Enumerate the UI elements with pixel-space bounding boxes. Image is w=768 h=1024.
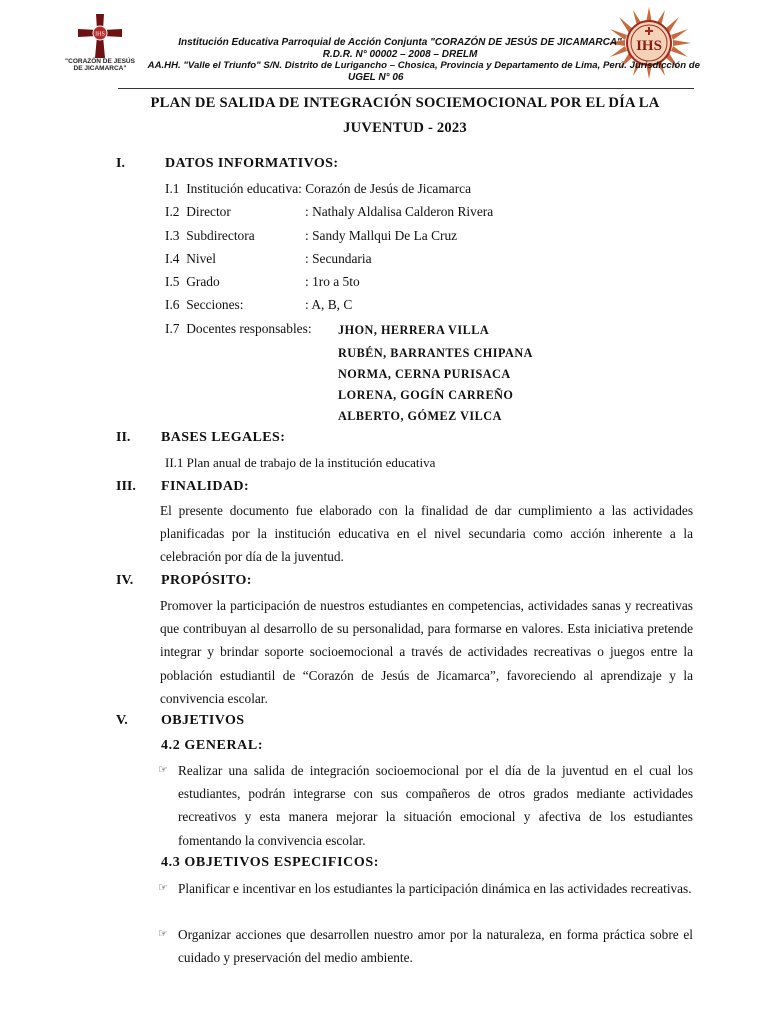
- pointing-hand-icon: ☞: [158, 882, 168, 894]
- info-row-director: I.2 Director: [165, 204, 231, 219]
- teacher-name: ALBERTO, GÓMEZ VILCA: [338, 409, 502, 423]
- document-title: [90, 91, 720, 141]
- info-row-level: I.4 Nivel: [165, 251, 216, 266]
- header-resolution: R.D.R. N° 00002 – 2008 – DRELM: [322, 48, 478, 60]
- info-row-institution: I.1 Institución educativa: Corazón de Jesús de Jicamarca: [165, 181, 472, 196]
- proposal-paragraph: Promover la participación de nuestros estudiantes en competencias, actividades sanas y recreativas que contribuyan al desarrollo de su personalidad, para formarse en valores. Esta iniciativa pretende integrar y brindar soporte socioemocional a través de actividades recreativas o juegos entre la población estudiantil de “Corazón de Jesús de Jicamarca”, favoreciendo al aprendizaje y la convivencia escolar.: [160, 598, 693, 706]
- section-1-title: DATOS INFORMATIVOS:: [165, 156, 339, 171]
- info-row-teachers: I.7 Docentes responsables:: [165, 321, 312, 336]
- info-value-sections: : A, B, C: [305, 297, 353, 312]
- info-value-director: : Nathaly Aldalisa Calderon Rivera: [305, 204, 494, 219]
- teacher-name: RUBÉN, BARRANTES CHIPANA: [338, 346, 533, 360]
- svg-text:IHS: IHS: [636, 38, 662, 54]
- section-4-title: PROPÓSITO:: [161, 573, 252, 588]
- section-3-title: FINALIDAD:: [161, 479, 249, 494]
- legal-basis-item: II.1 Plan anual de trabajo de la institución educativa: [165, 455, 436, 470]
- header-ugel: UGEL N° 06: [348, 71, 404, 83]
- info-value-level: : Secundaria: [305, 251, 372, 266]
- title-line-2: JUVENTUD - 2023: [343, 120, 467, 136]
- info-row-subdirector: I.3 Subdirectora: [165, 228, 255, 243]
- specific-objective-item: Planificar e incentivar en los estudiantes la participación dinámica en las actividades recreativas.: [178, 881, 692, 896]
- info-value-subdirector: : Sandy Mallqui De La Cruz: [305, 228, 458, 243]
- svg-text:IHS: IHS: [95, 31, 105, 38]
- section-1-number: I.: [116, 156, 125, 171]
- teacher-name: JHON, HERRERA VILLA: [338, 323, 490, 337]
- section-5-title: OBJETIVOS: [161, 713, 245, 728]
- info-value-grade: : 1ro a 5to: [305, 274, 360, 289]
- header-institution-name: Institución Educativa Parroquial de Acción Conjunta "CORAZÓN DE JESÚS DE JICAMARCA": [178, 37, 622, 48]
- title-line-1: PLAN DE SALIDA DE INTEGRACIÓN SOCIEMOCIONAL POR EL DÍA LA: [150, 95, 660, 111]
- purpose-paragraph: El presente documento fue elaborado con la finalidad de dar cumplimiento a las actividades planificadas por la institución educativa en el nivel secundaria como acción inherente a la celebración por día de la juventud.: [160, 503, 693, 565]
- specific-objective-item: Organizar acciones que desarrollen nuestro amor por la naturaleza, en forma práctica sobre el cuidado y preservación del medio ambiente.: [178, 927, 693, 966]
- institution-header: [100, 37, 700, 83]
- section-5-number: V.: [116, 713, 128, 728]
- section-4-number: IV.: [116, 573, 134, 588]
- section-2-number: II.: [116, 430, 131, 445]
- logo-left-caption: "CORAZÓN DE JESÚS DE JICAMARCA": [65, 58, 135, 72]
- teacher-name: LORENA, GOGÍN CARREÑO: [338, 388, 514, 402]
- teacher-name: NORMA, CERNA PURISACA: [338, 367, 511, 381]
- pointing-hand-icon: ☞: [158, 764, 168, 776]
- info-row-grade: I.5 Grado: [165, 274, 220, 289]
- section-3-number: III.: [116, 479, 136, 494]
- general-objective-heading: 4.2 GENERAL:: [161, 738, 264, 753]
- section-2-title: BASES LEGALES:: [161, 430, 286, 445]
- header-address: AA.HH. "Valle el Triunfo" S/N. Distrito de Lurigancho – Chosica, Provincia y Departamento de Lima, Perú. Jurisdicción de: [147, 60, 700, 71]
- general-objective-item: Realizar una salida de integración socioemocional por el día de la juventud en el cual los estudiantes, podrán integrarse con sus compañeros de otros grados mediante actividades recreativos y esta manera mejorar la situación emocional y afectiva de los estudiantes fomentando la convivencia escolar.: [178, 763, 693, 848]
- pointing-hand-icon: ☞: [158, 928, 168, 940]
- header-divider: [118, 88, 694, 89]
- info-row-sections: I.6 Secciones:: [165, 297, 244, 312]
- specific-objectives-heading: 4.3 OBJETIVOS ESPECIFICOS:: [161, 855, 379, 870]
